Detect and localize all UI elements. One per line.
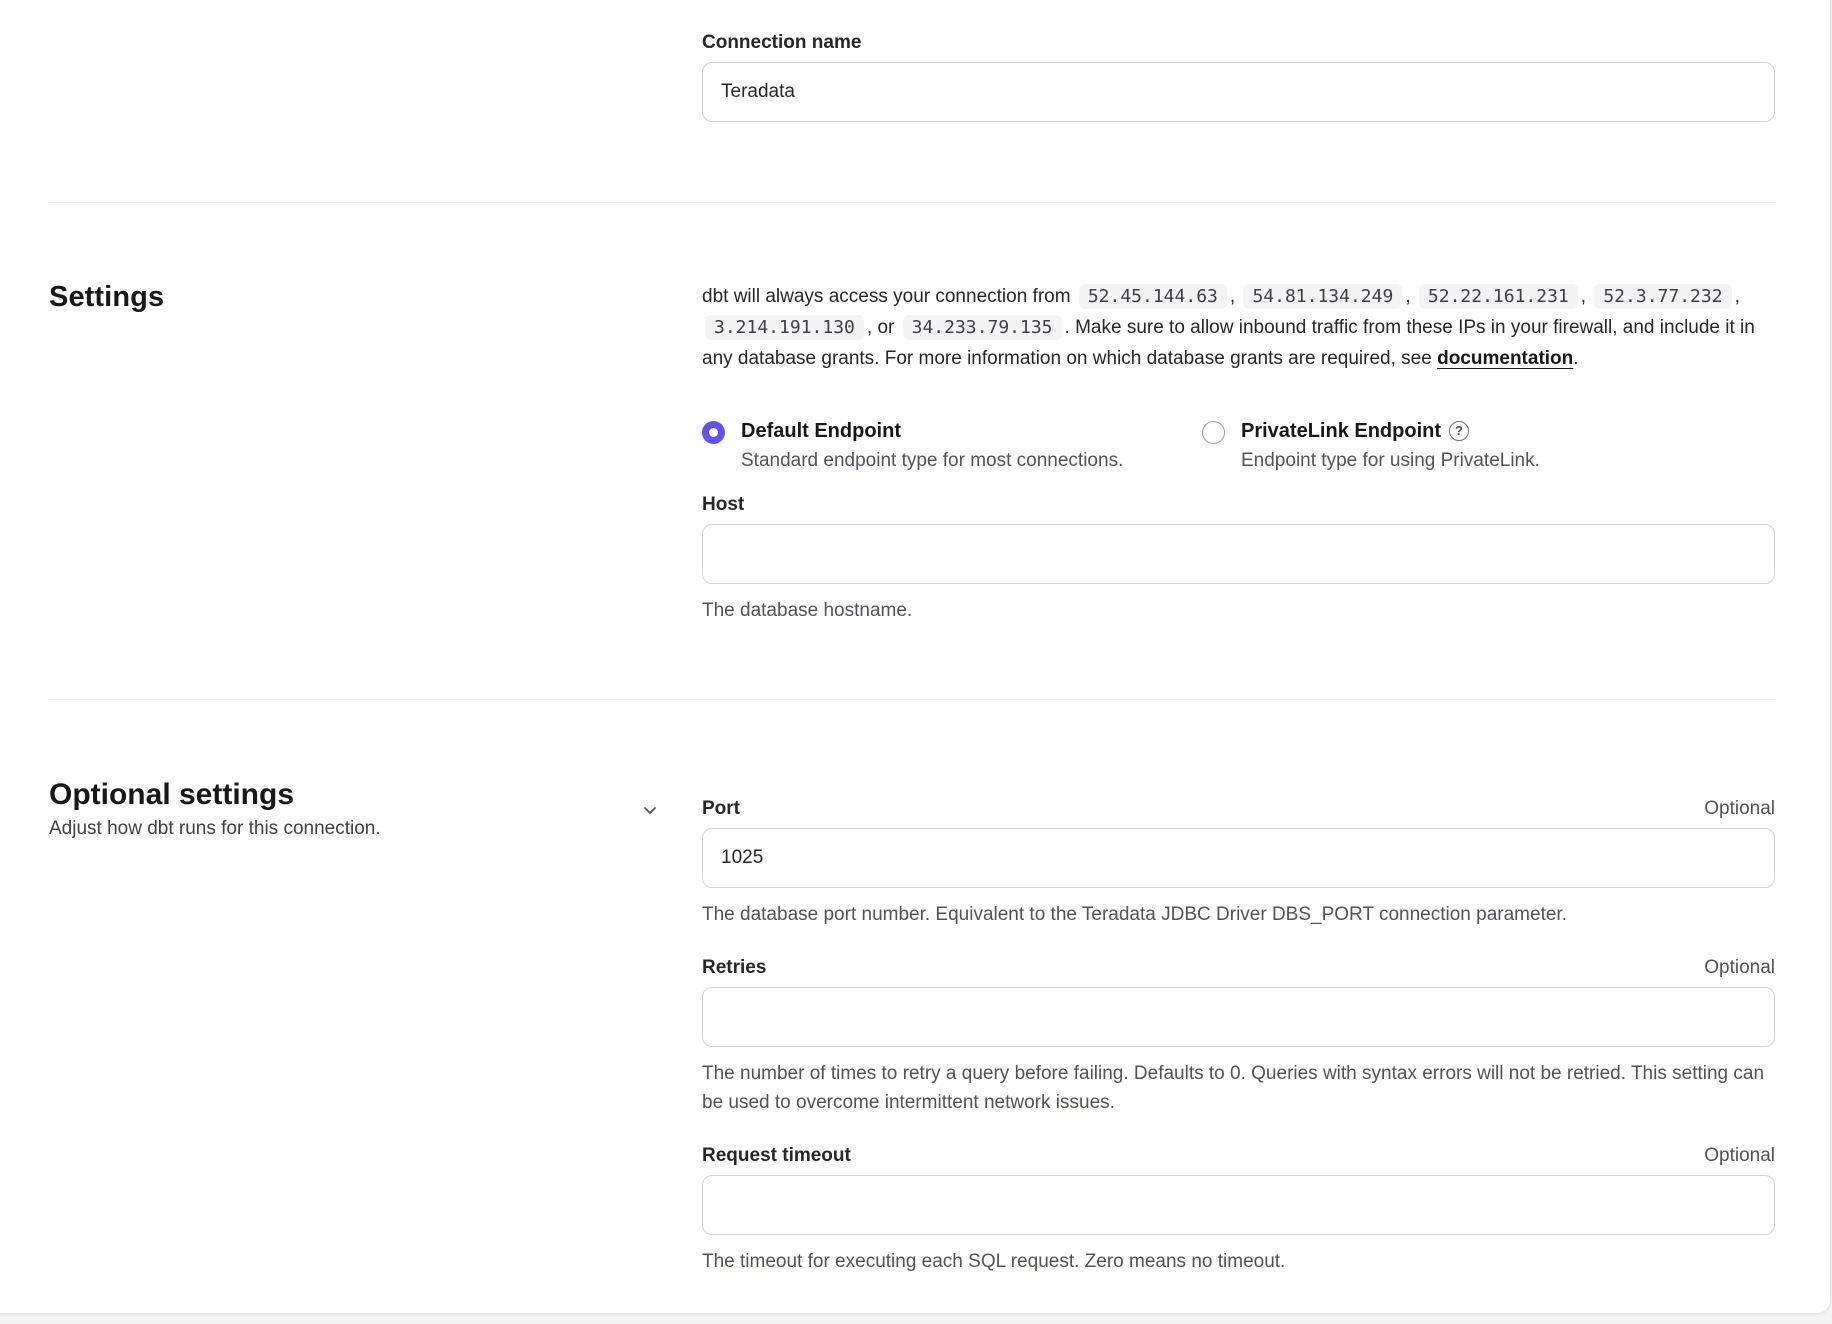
host-helper-text: The database hostname. [702,600,913,621]
intro-text: dbt will always access your connection from [702,286,1076,307]
request-timeout-field [702,1145,1775,1276]
retries-label: Retries [702,957,767,978]
intro-text: , or [866,317,900,338]
radio-unselected-icon [1202,421,1225,444]
retries-helper-text: The number of times to retry a query before failing. Defaults to 0. Queries with syntax errors will not be retried. This setting can be used to overcome intermittent network issues. [702,1063,1765,1113]
ip-chip: 52.3.77.232 [1594,284,1731,309]
endpoint-radio-group [702,418,1775,474]
intro-text: , [1734,286,1740,307]
optional-badge: Optional [1704,1145,1775,1166]
privatelink-endpoint-label: PrivateLink Endpoint [1241,420,1442,442]
optional-badge: Optional [1704,957,1775,978]
radio-selected-icon [702,421,725,444]
settings-heading: Settings [49,281,165,313]
optional-settings-section [49,700,1775,1304]
port-field [702,798,1775,929]
port-label: Port [702,798,740,819]
help-icon[interactable]: ? [1449,421,1469,441]
port-helper-text: The database port number. Equivalent to the Teradata JDBC Driver DBS_PORT connection parameter. [702,904,1567,925]
optional-settings-heading: Optional settings [49,778,295,811]
privatelink-endpoint-option[interactable] [1202,418,1540,474]
default-endpoint-label: Default Endpoint [741,420,901,442]
intro-text: . [1573,348,1579,369]
settings-section [49,203,1775,625]
intro-text: , [1405,286,1416,307]
optional-settings-subheading: Adjust how dbt runs for this connection. [49,818,381,839]
intro-text: . Make sure to allow inbound traffic from these IPs in your firewall, and include it in any database grants. For more information on which database grants are required, see [702,317,1755,369]
ip-chip: 3.214.191.130 [705,315,864,340]
optional-badge: Optional [1704,798,1775,819]
retries-input[interactable] [702,987,1775,1047]
connection-name-input[interactable] [702,62,1775,122]
request-timeout-input[interactable] [702,1175,1775,1235]
documentation-link[interactable]: documentation [1437,348,1574,369]
intro-text: , [1580,286,1592,307]
default-endpoint-description: Standard endpoint type for most connections. [741,450,1124,471]
port-input[interactable] [702,828,1775,888]
ip-chip: 52.45.144.63 [1079,284,1227,309]
host-field [702,494,1775,625]
request-timeout-label: Request timeout [702,1145,851,1166]
ip-chip: 54.81.134.249 [1243,284,1402,309]
intro-text: , [1229,286,1241,307]
chevron-down-icon [638,798,662,822]
connection-name-section [49,32,1775,122]
privatelink-endpoint-description: Endpoint type for using PrivateLink. [1241,450,1540,471]
connection-name-label: Connection name [702,32,862,53]
ip-allowlist-text [702,281,1775,374]
ip-chip: 34.233.79.135 [903,315,1062,340]
ip-chip: 52.22.161.231 [1419,284,1578,309]
retries-field [702,957,1775,1117]
default-endpoint-option[interactable] [702,418,1202,474]
connection-name-left-spacer [49,32,702,122]
host-label: Host [702,494,745,515]
host-input[interactable] [702,524,1775,584]
request-timeout-helper-text: The timeout for executing each SQL request. Zero means no timeout. [702,1251,1286,1272]
collapse-section-button[interactable] [634,794,666,829]
